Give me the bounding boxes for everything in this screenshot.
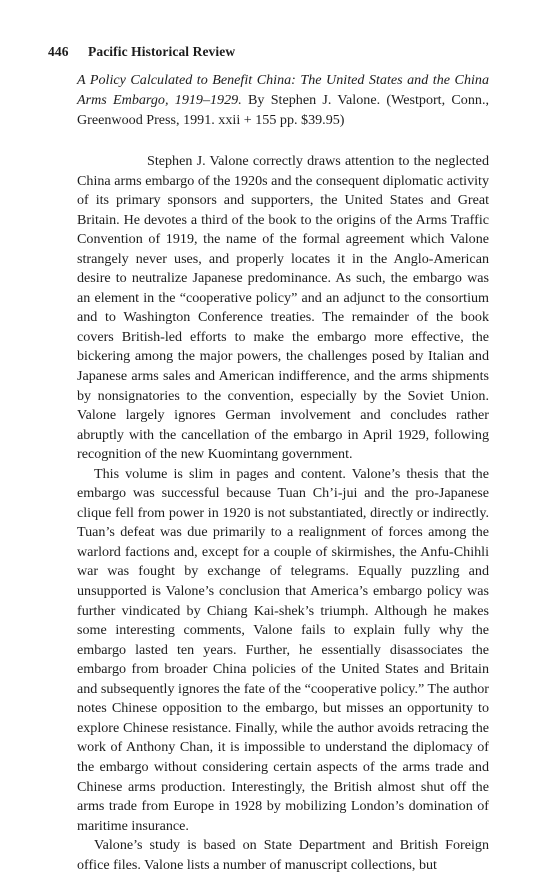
book-citation xyxy=(77,71,489,130)
journal-title: Pacific Historical Review xyxy=(88,44,236,59)
running-head xyxy=(48,44,235,60)
review-paragraph-3: Valone’s study is based on State Department and British Foreign office files. Valone lists a number of manuscript collections, but xyxy=(77,837,489,873)
book-title: A Policy Calculated to Benefit China: The United States and the China Arms Embargo, 1919–1929. xyxy=(77,72,489,108)
citation-details: By Stephen J. Valone. (Westport, Conn., Greenwood Press, 1991. xxii + 155 pp. $39.95) xyxy=(77,91,489,128)
page-number: 446 xyxy=(48,44,69,59)
review-paragraph-2: This volume is slim in pages and content. Valone’s thesis that the embargo was successful because Tuan Ch’i-jui and the pro-Japanese clique fell from power in 1920 is not substantiated, directly or indirectly. Tuan’s defeat was due primarily to a realignment of forces among the warlord factions and, except for a couple of skirmishes, the Anfu-Chihli war was fought by exchange of telegrams. Equally puzzling and unsupported is Valone’s conclusion that America’s embargo policy was further vindicated by Chiang Kai-shek’s triumph. Although he makes some interesting comments, Valone fails to explain fully why the embargo lasted ten years. Further, he essentially disassociates the embargo from broader China policies of the United States and Britain and subsequently ignores the fate of the “cooperative policy.” The author notes Chinese opposition to the embargo, but misses an opportunity to explore Chinese resistance. Finally, while the author avoids retracing the work of Anthony Chan, it is impossible to understand the diplomacy of the embargo without considering certain aspects of the arms trade and Chinese arms production. Interestingly, the British almost shut off the arms trade from Europe in 1928 by mobilizing London’s domination of maritime insurance. xyxy=(77,465,489,834)
review-body xyxy=(77,152,489,875)
review-paragraph-1: Stephen J. Valone correctly draws attention to the neglected China arms embargo of the 1920s and the consequent diplomatic activity of its primary sponsors and supporters, the United States and Great Britain. He devotes a third of the book to the origins of the Arms Traffic Convention of 1919, the name of the formal agreement which Valone strangely never uses, and properly locates it in the Anglo-American desire to neutralize Japanese predominance. As such, the embargo was an element in the “cooperative policy” and an adjunct to the consortium and to Washington Conference treaties. The remainder of the book covers British-led efforts to make the embargo more effective, the bickering among the major powers, the challenges posed by Italian and Japanese arms sales and American indifference, and the arms shipments by nonsignatories to the convention, especially by the Soviet Union. Valone largely ignores German involvement and concludes rather abruptly with the cancellation of the embargo in April 1929, following recognition of the new Kuomintang government. xyxy=(77,153,489,463)
